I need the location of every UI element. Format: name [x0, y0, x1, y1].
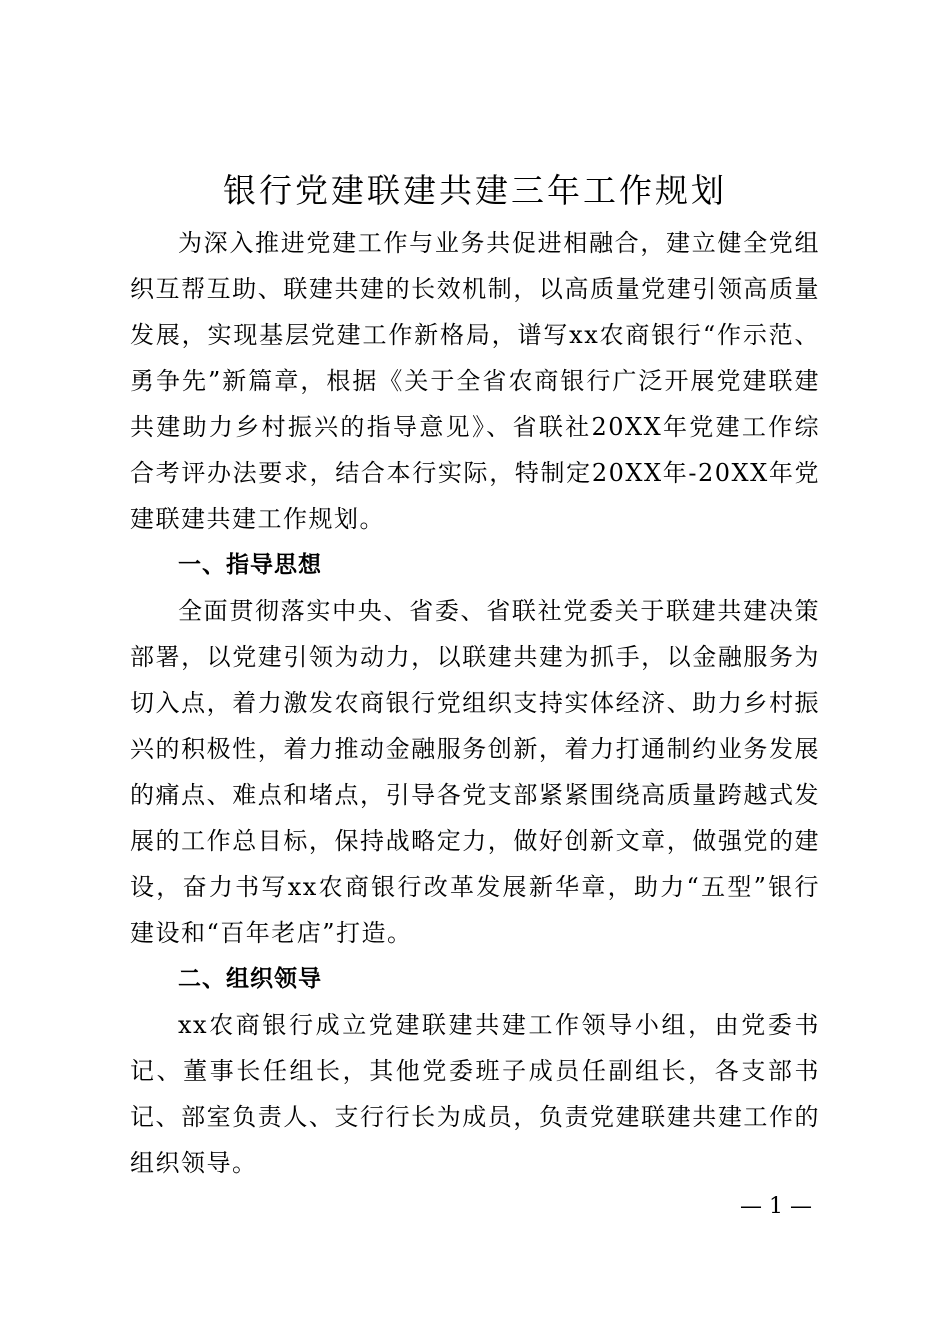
section-heading: 二、组织领导 — [178, 966, 322, 992]
section-organization-leadership — [130, 956, 820, 1186]
document-body — [130, 220, 820, 1186]
page-number: — 1 — — [740, 1194, 812, 1219]
section-guiding-ideology — [130, 542, 820, 956]
intro-paragraph: 为深入推进党建工作与业务共促进相融合，建立健全党组织互帮互助、联建共建的长效机制，以高质量党建引领高质量发展，实现基层党建工作新格局，谱写xx农商银行“作示范、勇争先”新篇章，根据《关于全省农商银行广泛开展党建联建共建助力乡村振兴的指导意见》、省联社20XX年党建工作综合考评办法要求，结合本行实际，特制定20XX年-20XX年党建联建共建工作规划。 — [130, 229, 820, 533]
section-paragraph: xx农商银行成立党建联建共建工作领导小组，由党委书记、董事长任组长，其他党委班子成员任副组长，各支部书记、部室负责人、支行行长为成员，负责党建联建共建工作的组织领导。 — [130, 1011, 820, 1177]
section-paragraph: 全面贯彻落实中央、省委、省联社党委关于联建共建决策部署，以党建引领为动力，以联建共建为抓手，以金融服务为切入点，着力激发农商银行党组织支持实体经济、助力乡村振兴的积极性，着力推动金融服务创新，着力打通制约业务发展的痛点、难点和堵点，引导各党支部紧紧围绕高质量跨越式发展的工作总目标，保持战略定力，做好创新文章，做强党的建设，奋力书写xx农商银行改革发展新华章，助力“五型”银行建设和“百年老店”打造。 — [130, 597, 820, 947]
section-heading: 一、指导思想 — [178, 552, 322, 578]
document-title: 银行党建联建共建三年工作规划 — [223, 171, 727, 210]
